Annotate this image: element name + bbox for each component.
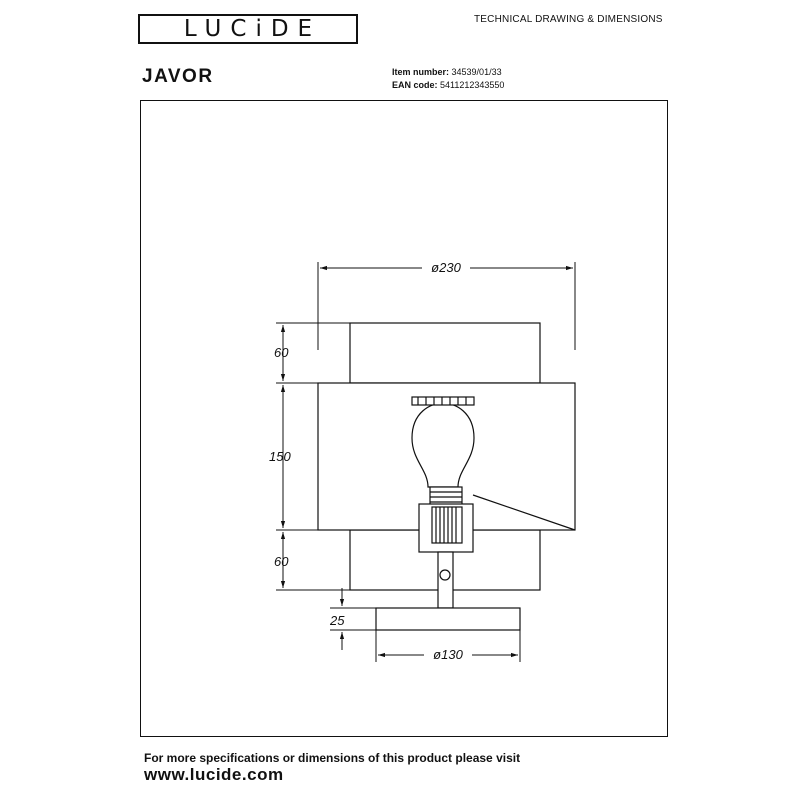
shade-top-section (350, 323, 540, 383)
brand-logo-text: LUCiDE (183, 16, 322, 42)
ean-code-label: EAN code: (392, 80, 438, 90)
top-height-label: 60 (274, 345, 289, 360)
mid-height-label: 150 (269, 449, 291, 464)
ean-code-value: 5411212343550 (440, 80, 505, 90)
lamp-base (376, 608, 520, 630)
bottom-height-label: 60 (274, 554, 289, 569)
section-title: TECHNICAL DRAWING & DIMENSIONS (474, 14, 663, 25)
base-diameter-label: ø130 (433, 647, 463, 662)
product-name: JAVOR (142, 66, 214, 87)
stem-switch (440, 570, 450, 580)
base-height-label: 25 (330, 613, 345, 628)
item-number-value: 34539/01/33 (451, 67, 502, 77)
footer-url[interactable]: www.lucide.com (144, 765, 284, 784)
item-number-label: Item number: (392, 67, 450, 77)
footer-note: For more specifications or dimensions of this product please visit (144, 751, 521, 765)
bulb-top-cap (412, 397, 474, 405)
shade-diameter-label: ø230 (431, 260, 461, 275)
